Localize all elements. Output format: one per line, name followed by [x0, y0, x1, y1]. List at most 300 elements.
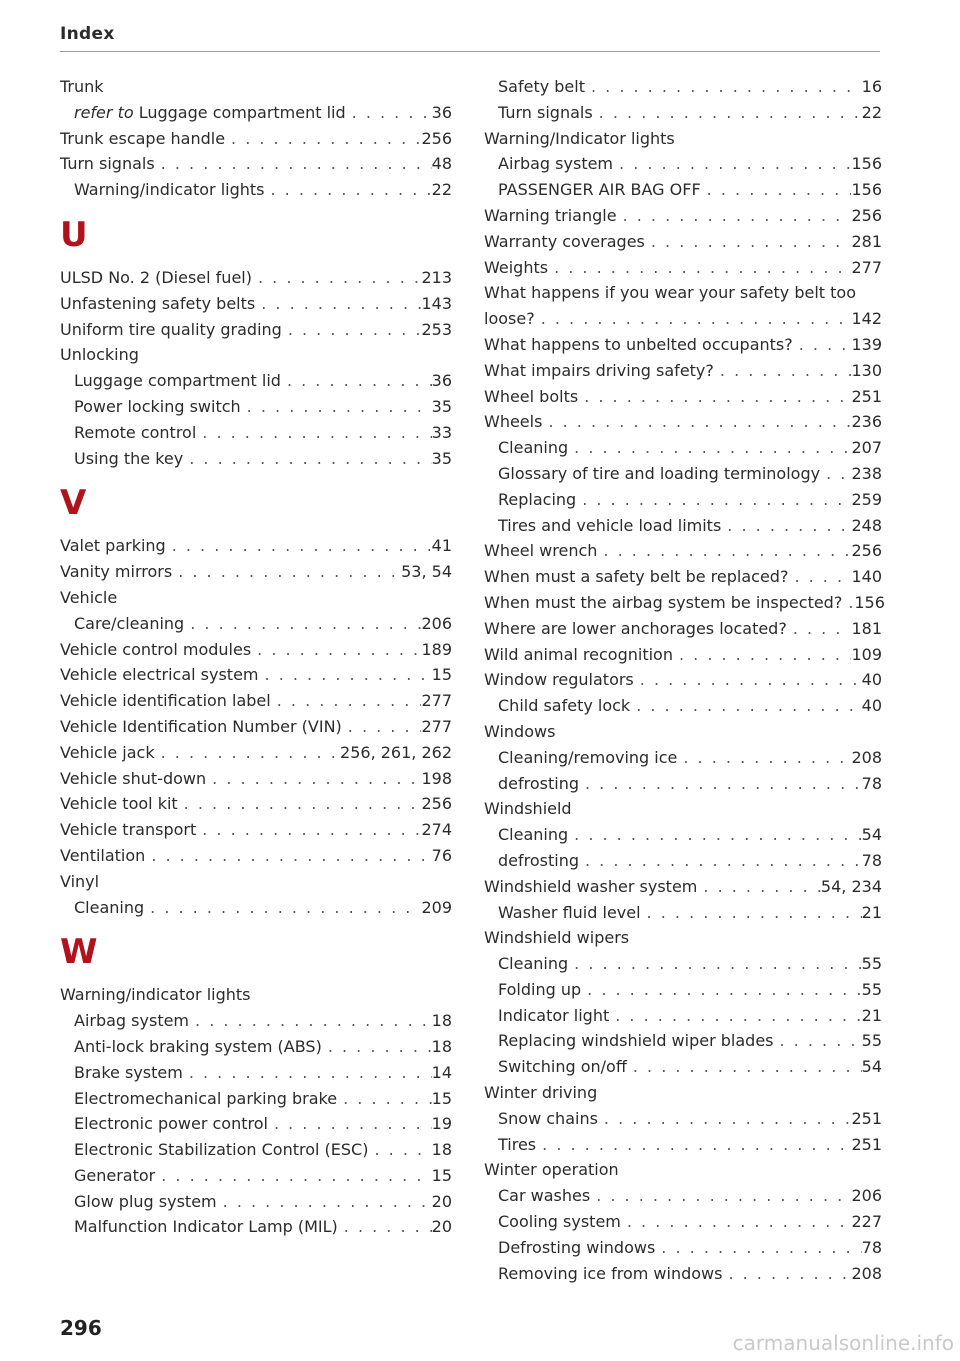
dot-leader [322, 1034, 432, 1060]
index-entry[interactable] [484, 564, 882, 590]
dot-leader [241, 394, 432, 420]
entry-label: Glossary of tire and loading terminology [498, 463, 821, 483]
entry-label: Anti-lock braking system (ABS) [74, 1036, 322, 1056]
index-subentry[interactable] [60, 1060, 452, 1086]
entry-label: Glow plug system [74, 1191, 217, 1211]
dot-leader [255, 291, 421, 317]
page-ref: 48 [431, 154, 452, 174]
dot-leader [568, 951, 861, 977]
index-subentry[interactable] [60, 177, 452, 203]
page-ref: 209 [421, 897, 452, 917]
index-subentry[interactable] [484, 177, 882, 203]
index-entry[interactable] [60, 791, 452, 817]
index-subentry[interactable] [484, 848, 882, 874]
dot-leader [645, 229, 852, 255]
index-subentry[interactable] [484, 822, 882, 848]
dot-leader [184, 611, 421, 637]
index-entry[interactable] [60, 817, 452, 843]
index-entry[interactable] [484, 590, 885, 616]
right-column [484, 74, 885, 1286]
entry-label: Airbag system [498, 154, 614, 174]
entry-label: Generator [74, 1165, 156, 1185]
dot-leader [183, 446, 431, 472]
index-entry-trunk-refer[interactable] [60, 100, 452, 126]
index-entry[interactable] [60, 317, 452, 343]
dot-leader [155, 740, 340, 766]
dot-leader [337, 1086, 432, 1112]
index-entry[interactable] [484, 384, 882, 410]
page-ref: 256 [851, 205, 882, 225]
index-entry[interactable] [60, 766, 452, 792]
watermark-text: carmanualsonline.info [732, 1331, 954, 1355]
entry-label: Electromechanical parking brake [74, 1088, 338, 1108]
index-entry[interactable] [60, 265, 452, 291]
dot-leader [613, 151, 851, 177]
dot-leader [535, 306, 852, 332]
entry-label [74, 100, 346, 126]
dot-leader [585, 74, 862, 100]
entry-label: Replacing [498, 489, 577, 509]
dot-leader [155, 1163, 431, 1189]
index-subentry[interactable] [484, 977, 882, 1003]
entry-label: Wheel bolts [484, 386, 579, 406]
dot-leader [787, 616, 852, 642]
index-entry-loose-line1[interactable]: What happens if you wear your safety belt too [484, 283, 856, 303]
index-subentry[interactable] [484, 1235, 882, 1261]
entry-label: Brake system [74, 1062, 183, 1082]
index-heading-wipers: Windshield wipers [484, 928, 630, 948]
index-entry[interactable] [484, 874, 882, 900]
entry-label: Cleaning [498, 438, 569, 458]
page-number: 296 [60, 1316, 102, 1340]
index-subentry[interactable] [484, 1132, 882, 1158]
index-subentry[interactable] [60, 1137, 452, 1163]
page-ref: 19 [431, 1114, 452, 1134]
page-ref: 20 [431, 1191, 452, 1211]
page-ref: 256, 261, 262 [340, 742, 452, 762]
index-subentry[interactable] [484, 1183, 882, 1209]
dot-leader [774, 1028, 862, 1054]
page-ref: 20 [431, 1217, 452, 1237]
dot-leader [268, 1111, 432, 1137]
entry-label: defrosting [498, 850, 579, 870]
index-subentry[interactable] [484, 151, 882, 177]
index-subentry[interactable] [484, 435, 882, 461]
header-rule [60, 51, 880, 52]
page-ref: 40 [861, 696, 882, 716]
dot-leader [178, 791, 422, 817]
page-ref: 36 [431, 102, 452, 122]
refer-to-text: refer to [74, 102, 134, 122]
index-heading-windows: Windows [484, 721, 556, 741]
dot-leader [368, 1137, 431, 1163]
entry-label: Power locking switch [74, 396, 241, 416]
index-entry[interactable] [60, 740, 452, 766]
page-ref: 54 [861, 825, 882, 845]
page-ref: 15 [431, 1088, 452, 1108]
index-subentry[interactable] [60, 895, 452, 921]
entry-label: PASSENGER AIR BAG OFF [498, 180, 701, 200]
dot-leader [609, 1003, 861, 1029]
index-entry[interactable] [484, 229, 882, 255]
index-subentry[interactable] [484, 74, 882, 100]
page-ref: 55 [861, 1031, 882, 1051]
dot-leader [641, 900, 862, 926]
entry-label: Unfastening safety belts [60, 293, 256, 313]
index-subentry[interactable] [484, 1261, 882, 1287]
entry-label: Window regulators [484, 670, 634, 690]
page-ref: 140 [851, 567, 882, 587]
index-entry[interactable] [484, 538, 882, 564]
entry-label: Care/cleaning [74, 613, 185, 633]
page-ref: 35 [431, 396, 452, 416]
dot-leader [172, 559, 401, 585]
entry-label: Tires and vehicle load limits [498, 515, 722, 535]
index-subentry[interactable] [484, 461, 882, 487]
page-ref: 139 [851, 334, 882, 354]
dot-leader [183, 1060, 432, 1086]
dot-leader [673, 642, 851, 668]
entry-label: Indicator light [498, 1005, 610, 1025]
index-subentry[interactable] [484, 745, 882, 771]
index-subentry[interactable] [60, 611, 452, 637]
index-subentry[interactable] [60, 368, 452, 394]
dot-leader [568, 822, 861, 848]
dot-leader [722, 1261, 851, 1287]
index-subentry[interactable] [60, 1086, 452, 1112]
index-subentry[interactable] [484, 693, 882, 719]
entry-label: Vehicle control modules [60, 639, 252, 659]
page-ref: 18 [431, 1011, 452, 1031]
page-ref: 251 [851, 1108, 882, 1128]
entry-label: Airbag system [74, 1011, 190, 1031]
dot-leader [155, 151, 432, 177]
page-ref: 208 [851, 747, 882, 767]
entry-label: Cooling system [498, 1212, 621, 1232]
dot-leader [578, 384, 851, 410]
entry-label: Cleaning/removing ice [498, 747, 678, 767]
index-entry[interactable] [484, 642, 882, 668]
index-subentry[interactable] [60, 394, 452, 420]
page-ref: 227 [851, 1212, 882, 1232]
dot-leader [259, 662, 432, 688]
page-ref: 16 [861, 77, 882, 96]
index-subentry[interactable] [60, 1214, 452, 1240]
dot-leader [264, 177, 431, 203]
page-ref: 281 [851, 231, 882, 251]
page-ref: 109 [851, 644, 882, 664]
dot-leader [145, 843, 431, 869]
page-ref: 206 [851, 1186, 882, 1206]
entry-label: Using the key [74, 448, 184, 468]
index-heading-vehicle: Vehicle [60, 587, 118, 607]
page-ref: 248 [851, 515, 882, 535]
page-ref: 36 [431, 371, 452, 391]
dot-leader [346, 100, 432, 126]
dot-leader [196, 420, 431, 446]
entry-label: defrosting [498, 773, 579, 793]
page-ref: 251 [851, 1134, 882, 1154]
dot-leader [793, 332, 852, 358]
page-ref: 35 [431, 448, 452, 468]
dot-leader [206, 766, 421, 792]
page-ref: 40 [861, 670, 882, 690]
index-subentry[interactable] [60, 1163, 452, 1189]
entry-label: Folding up [498, 979, 582, 999]
index-subentry[interactable] [60, 1189, 452, 1215]
page-ref: 189 [421, 639, 452, 659]
index-entry[interactable] [484, 616, 882, 642]
page-ref: 277 [851, 257, 882, 277]
entry-label: Snow chains [498, 1108, 598, 1128]
dot-leader [576, 487, 851, 513]
page-ref: 55 [861, 954, 882, 974]
dot-leader [598, 1106, 852, 1132]
page-ref: 198 [421, 768, 452, 788]
entry-label: Cleaning [74, 897, 145, 917]
dot-leader [630, 693, 861, 719]
page-ref: 53, 54 [401, 562, 452, 582]
page-ref: 142 [851, 309, 882, 329]
dot-leader [196, 817, 421, 843]
page-ref: 208 [851, 1263, 882, 1283]
entry-label: When must the airbag system be inspected? [484, 592, 843, 612]
dot-leader [621, 1209, 852, 1235]
page-ref: 251 [851, 386, 882, 406]
entry-label: Weights [484, 257, 549, 277]
entry-label: Warning/indicator lights [74, 180, 265, 200]
page-ref: 206 [421, 613, 452, 633]
dot-leader [634, 667, 862, 693]
dot-leader [189, 1008, 432, 1034]
index-entry[interactable] [60, 559, 452, 585]
dot-leader [590, 1183, 851, 1209]
entry-label: Vehicle electrical system [60, 665, 259, 685]
entry-label: Vehicle identification label [60, 691, 271, 711]
page-ref: 76 [431, 845, 452, 865]
entry-label: Turn signals [498, 102, 593, 122]
index-entry[interactable] [60, 714, 452, 740]
dot-leader [714, 358, 852, 384]
dot-leader [721, 513, 851, 539]
page-ref: 236 [851, 412, 882, 432]
index-heading-windshield: Windshield [484, 799, 572, 819]
dot-leader [338, 1214, 432, 1240]
index-subentry[interactable] [484, 100, 882, 126]
index-entry[interactable] [484, 409, 882, 435]
page-ref: 22 [431, 180, 452, 200]
section-letter-w: W [60, 932, 98, 973]
dot-leader [282, 317, 422, 343]
dot-leader [144, 895, 421, 921]
index-entry[interactable] [484, 332, 882, 358]
index-subentry[interactable] [484, 1054, 882, 1080]
section-letter-u: U [60, 214, 88, 255]
page-ref: 156 [851, 180, 882, 200]
dot-leader [697, 874, 821, 900]
index-entry[interactable] [60, 688, 452, 714]
dot-leader [581, 977, 861, 1003]
index-entry[interactable] [60, 126, 452, 152]
page-ref: 54, 234 [820, 876, 882, 896]
page-ref: 18 [431, 1036, 452, 1056]
dot-leader [788, 564, 851, 590]
index-entry[interactable] [60, 291, 452, 317]
entry-label: Where are lower anchorages located? [484, 618, 787, 638]
section-letter-v: V [60, 483, 87, 524]
dot-leader [252, 265, 421, 291]
index-subentry[interactable] [484, 1106, 882, 1132]
entry-label: Vehicle tool kit [60, 794, 178, 814]
index-entry[interactable] [60, 843, 452, 869]
index-subentry[interactable] [484, 951, 882, 977]
dot-leader [536, 1132, 851, 1158]
entry-label: When must a safety belt be replaced? [484, 567, 789, 587]
page-ref: 18 [431, 1140, 452, 1160]
entry-label: loose? [484, 309, 535, 329]
page-ref: 274 [421, 820, 452, 840]
dot-leader [597, 538, 851, 564]
dot-leader [579, 771, 862, 797]
page-ref: 256 [421, 128, 452, 148]
page-ref: 256 [421, 794, 452, 814]
entry-label: Vanity mirrors [60, 562, 173, 582]
page-ref: 238 [851, 463, 882, 483]
page-ref: 256 [851, 541, 882, 561]
page-ref: 55 [861, 979, 882, 999]
index-entry[interactable] [60, 533, 452, 559]
index-subentry[interactable] [60, 1034, 452, 1060]
entry-label: Cleaning [498, 954, 569, 974]
dot-leader [271, 688, 422, 714]
page-ref: 253 [421, 319, 452, 339]
dot-leader [342, 714, 422, 740]
index-subentry[interactable] [484, 513, 882, 539]
dot-leader [655, 1235, 861, 1261]
entry-label: Remote control [74, 422, 197, 442]
entry-label: Child safety lock [498, 696, 631, 716]
entry-label: Vehicle shut-down [60, 768, 207, 788]
page-ref: 21 [861, 1005, 882, 1025]
page-ref: 15 [431, 665, 452, 685]
entry-label: Cleaning [498, 825, 569, 845]
index-entry[interactable] [484, 203, 882, 229]
index-entry[interactable] [60, 637, 452, 663]
dot-leader [251, 637, 421, 663]
entry-label: Removing ice from windows [498, 1263, 723, 1283]
index-subentry[interactable] [60, 446, 452, 472]
index-entry[interactable] [484, 255, 882, 281]
page-ref: 156 [851, 154, 882, 174]
dot-leader [701, 177, 852, 203]
page-ref: 22 [861, 102, 882, 122]
entry-label: Electronic power control [74, 1114, 268, 1134]
page-ref: 21 [861, 902, 882, 922]
index-subentry[interactable] [484, 900, 882, 926]
dot-leader [542, 409, 851, 435]
entry-label: Washer fluid level [498, 902, 641, 922]
entry-label: Tires [498, 1134, 537, 1154]
index-heading-warning-indicator: Warning/Indicator lights [484, 128, 675, 148]
dot-leader [593, 100, 862, 126]
entry-label: Luggage compartment lid [74, 371, 281, 391]
entry-label: Ventilation [60, 845, 146, 865]
dot-leader [820, 461, 851, 487]
entry-label: Defrosting windows [498, 1237, 656, 1257]
entry-label: Valet parking [60, 536, 166, 556]
page-ref: 78 [861, 850, 882, 870]
page-ref: 41 [431, 536, 452, 556]
index-heading-warning-lights: Warning/indicator lights [60, 985, 251, 1005]
index-subentry[interactable] [484, 1028, 882, 1054]
index-entry-loose-line2[interactable] [484, 306, 882, 332]
page-ref: 54 [861, 1057, 882, 1077]
index-entry[interactable] [484, 358, 882, 384]
entry-label: Malfunction Indicator Lamp (MIL) [74, 1217, 338, 1237]
entry-label: What impairs driving safety? [484, 360, 714, 380]
dot-leader [548, 255, 851, 281]
dot-leader [281, 368, 432, 394]
page-ref: 277 [421, 691, 452, 711]
refer-target: Luggage compartment lid [138, 102, 346, 122]
dot-leader [568, 435, 851, 461]
entry-label: Warranty coverages [484, 231, 645, 251]
index-entry[interactable] [60, 151, 452, 177]
entry-label: Uniform tire quality grading [60, 319, 282, 339]
page-ref: 143 [421, 293, 452, 313]
entry-label: Trunk escape handle [60, 128, 226, 148]
entry-label: Vehicle Identification Number (VIN) [60, 716, 342, 736]
page-ref: 78 [861, 773, 882, 793]
dot-leader [217, 1189, 432, 1215]
page-ref: 181 [851, 618, 882, 638]
page-ref: 156 [854, 592, 885, 612]
index-subentry[interactable] [484, 771, 882, 797]
index-subentry[interactable] [484, 1209, 882, 1235]
entry-label: Switching on/off [498, 1057, 627, 1077]
index-subentry[interactable] [60, 420, 452, 446]
dot-leader [166, 533, 432, 559]
index-subentry[interactable] [60, 1008, 452, 1034]
page-ref: 14 [431, 1062, 452, 1082]
entry-label: Wheel wrench [484, 541, 598, 561]
entry-label: What happens to unbelted occupants? [484, 334, 793, 354]
index-heading-unlocking: Unlocking [60, 345, 139, 365]
index-subentry[interactable] [484, 1003, 882, 1029]
index-heading-winter-operation: Winter operation [484, 1160, 619, 1180]
page-ref: 277 [421, 716, 452, 736]
entry-label: Wild animal recognition [484, 644, 673, 664]
page-ref: 207 [851, 438, 882, 458]
index-entry[interactable] [484, 667, 882, 693]
page-ref: 259 [851, 489, 882, 509]
dot-leader [225, 126, 421, 152]
entry-label: Car washes [498, 1186, 591, 1206]
entry-label: Vehicle transport [60, 820, 197, 840]
page-ref: 213 [421, 267, 452, 287]
entry-label: Replacing windshield wiper blades [498, 1031, 774, 1051]
index-subentry[interactable] [484, 487, 882, 513]
index-entry[interactable] [60, 662, 452, 688]
index-heading-vinyl: Vinyl [60, 871, 100, 891]
left-column [60, 74, 452, 1240]
dot-leader [842, 590, 854, 616]
dot-leader [579, 848, 862, 874]
entry-label: Turn signals [60, 154, 155, 174]
page-ref: 130 [851, 360, 882, 380]
index-subentry[interactable] [60, 1111, 452, 1137]
entry-label: Safety belt [498, 77, 585, 96]
